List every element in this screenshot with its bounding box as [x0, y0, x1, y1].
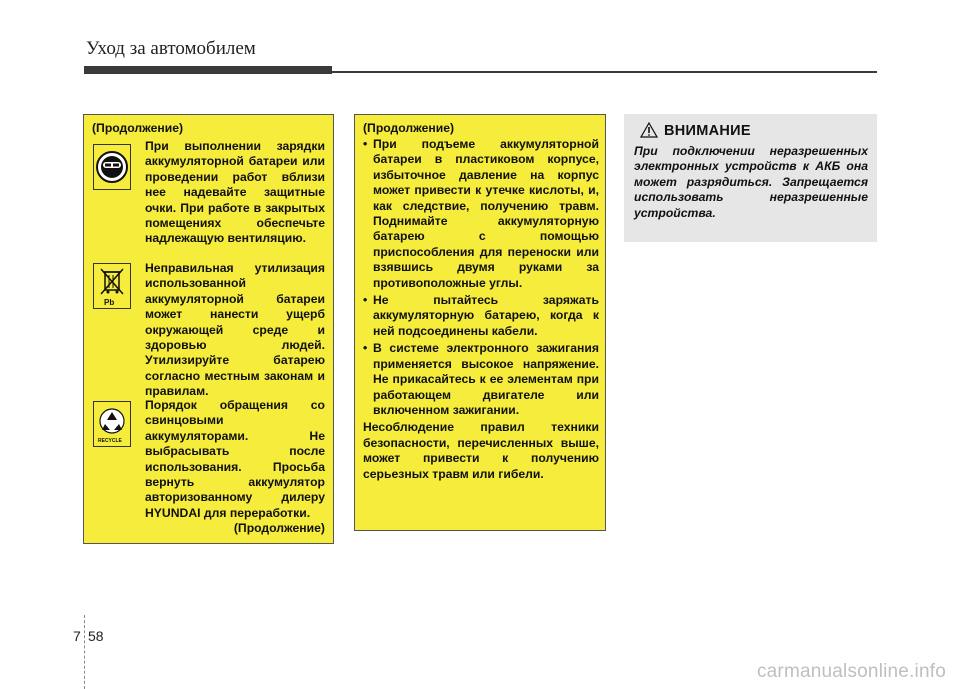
bullet-mark: • [363, 341, 368, 356]
caution-text: При подключении неразрешенных электронных устройств к АКБ она может разрядиться. Запрещается использовать неразрешенные устройства. [634, 144, 868, 220]
caution-title: ВНИМАНИЕ [664, 123, 751, 139]
closing-warning: Несоблюдение правил техники безопасности, перечисленных выше, может привести к получению серьезных травм или гибели. [363, 420, 599, 481]
lifting-warning: При подъеме аккумуляторной батареи в пластиковом корпусе, избыточное давление на корпус может привести к утечке кислоты, и, как следствие, получению травм. Поднимайте аккумуляторную батарею с помощью приспособления для переноски или взявшись двумя руками за противоположные углы. [373, 137, 599, 290]
list-item [363, 293, 599, 339]
section-title: Уход за автомобилем [86, 38, 256, 59]
bullet-mark: • [363, 137, 368, 151]
bullet-mark: • [363, 293, 368, 308]
recycling-instruction: Порядок обращения со свинцовыми аккумуляторами. Не выбрасывать после использования. Просьба вернуть аккумулятор авторизованному дилеру HYUNDAI для переработки. [145, 398, 325, 520]
list-item [363, 341, 599, 418]
no-disposal-bin-icon [93, 263, 131, 309]
list-item [363, 137, 599, 291]
continued-footer: (Продолжение) [233, 521, 325, 535]
battery-warning-panel [354, 114, 606, 531]
recycle-label: RECYCLE [98, 438, 122, 444]
charging-warning: Не пытайтесь заряжать аккумуляторную батарею, когда к ней подсоединены кабели. [373, 293, 599, 338]
chapter-number: 7 [73, 628, 81, 644]
page-number: 58 [88, 628, 104, 644]
header-rule-thick [84, 66, 332, 74]
header-rule-thin [332, 71, 877, 73]
ignition-warning: В системе электронного зажигания применяется высокое напряжение. Не прикасайтесь к ее элементам при работающем двигателе или включенном зажигании. [373, 341, 599, 417]
continued-heading: (Продолжение) [92, 121, 184, 135]
watermark: carmanualsonline.info [756, 661, 946, 682]
continued-heading: (Продолжение) [363, 121, 455, 135]
battery-handling-panel [83, 114, 334, 544]
recycle-icon [93, 401, 131, 447]
warning-list [363, 137, 599, 482]
caution-box [624, 114, 877, 242]
warning-triangle-icon [640, 122, 658, 138]
goggles-instruction: При выполнении зарядки аккумуляторной батареи или проведении работ вблизи нее надевайте защитные очки. При работе в закрытых помещениях обеспечьте надлежащую вентиляцию. [145, 139, 325, 246]
pb-label: Pb [104, 298, 115, 307]
safety-goggles-icon [93, 144, 131, 190]
disposal-instruction: Неправильная утилизация использованной аккумуляторной батареи может нанести ущерб окружающей среде и здоровью людей. Утилизируйте батарею согласно местным законам и правилам. [145, 261, 325, 399]
footer-divider [84, 615, 85, 689]
